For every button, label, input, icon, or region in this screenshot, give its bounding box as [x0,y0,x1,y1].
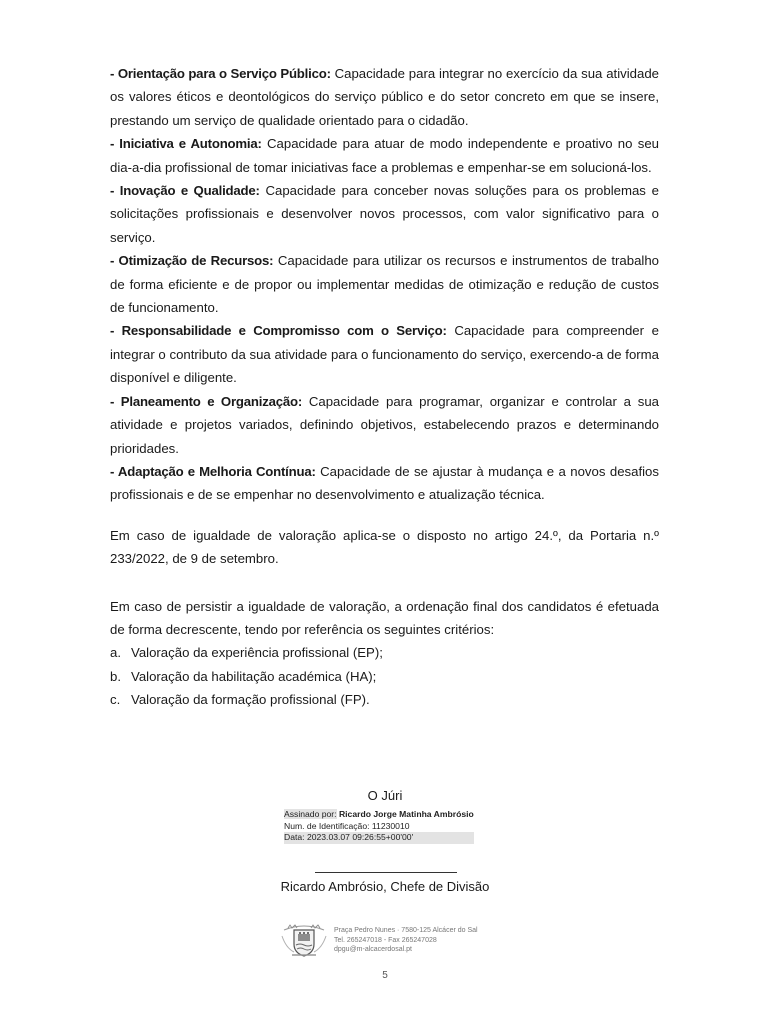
page-number: 5 [382,970,388,981]
competency-text: Capacidade para compreender e integrar o contributo da sua atividade para o funcionamento do serviço, exercendo-a de forma disponível e diligente. [110,323,659,386]
signed-by-name: Ricardo Jorge Matinha Ambrósio [338,809,474,819]
competency-text: Capacidade para conceber novas soluções para os problemas e solicitações profissionais e desenvolver novos processos, com valor significativo para o serviço. [110,183,659,245]
competency-item [110,460,659,507]
criteria-item [110,641,659,664]
competency-title: - Orientação para o Serviço Público: [110,66,331,81]
competency-title: - Iniciativa e Autonomia: [110,136,262,152]
criteria-marker: a. [110,645,121,661]
competency-title: - Planeamento e Organização: [110,393,303,409]
signature-heading: O Júri [367,788,403,803]
competency-item [110,62,659,132]
criteria-item [110,688,659,711]
competency-list [110,62,659,507]
signature-line [315,872,457,873]
competency-item [110,132,659,179]
competency-text: Capacidade para programar, organizar e controlar a sua atividade e projetos variados, definindo objetivos, estabelecendo prazos e determinando prioridades. [110,393,659,456]
competency-text: Capacidade para utilizar os recursos e instrumentos de trabalho de forma eficiente e de propor ou implementar medidas de otimização e redução de custos de funcionamento. [110,253,659,316]
criteria-text: Valoração da experiência profissional (EP); [131,645,383,661]
footer-address: Praça Pedro Nunes · 7580-125 Alcácer do Sal [334,927,478,934]
competency-item [110,319,659,389]
criteria-marker: b. [110,668,121,684]
competency-text: Capacidade de se ajustar à mudança e a novos desafios profissionais e de se empenhar no desenvolvimento e atualização técnica. [110,463,659,503]
signed-by-label: Assinado por: [284,809,337,819]
footer-phone: Tel. 265247018 - Fax 265247028 [334,936,437,944]
criteria-marker: c. [110,692,121,708]
signatory-name: Ricardo Ambrósio, Chefe de Divisão [280,879,490,894]
competency-title: - Responsabilidade e Compromisso com o Serviço: [110,323,447,339]
competency-item [110,179,659,249]
criteria-text: Valoração da formação profissional (FP). [131,692,370,708]
competency-item [110,390,659,460]
tie-paragraph: Em caso de igualdade de valoração aplica-se o disposto no artigo 24.º, da Portaria n.º 233/2022, de 9 de setembro. [110,527,659,567]
competency-title: - Otimização de Recursos: [110,253,274,269]
id-value: 11230010 [371,820,410,831]
criteria-text: Valoração da habilitação académica (HA); [131,668,377,684]
competency-text: Capacidade para integrar no exercício da sua atividade os valores éticos e deontológicos do serviço público e do setor concreto em que se insere, prestando um serviço de qualidade orientado para o cidadão. [110,66,660,128]
competency-title: - Inovação e Qualidade: [110,183,260,199]
date-label: Data: [284,832,305,843]
page-body [110,62,659,712]
competency-title: - Adaptação e Melhoria Contínua: [110,463,316,479]
criteria-list [110,641,659,711]
footer-email: dpgu@m-alcacerdosal.pt [334,946,412,953]
competency-text: Capacidade para atuar de modo independente e proativo no seu dia-a-dia profissional de tomar iniciativas face a problemas e empenhar-se em solucioná-los. [110,136,659,175]
municipal-crest-icon [280,924,328,958]
id-label: Num. de Identificação: [284,820,370,831]
criteria-item [110,665,659,688]
digital-signature-block [284,809,474,844]
competency-item [110,249,659,319]
persist-paragraph: Em caso de persistir a igualdade de valoração, a ordenação final dos candidatos é efetuada de forma decrescente, tendo por referência os seguintes critérios: [110,598,659,637]
date-value: 2023.03.07 09:26:55+00'00' [306,832,414,843]
footer-contact [334,926,478,955]
